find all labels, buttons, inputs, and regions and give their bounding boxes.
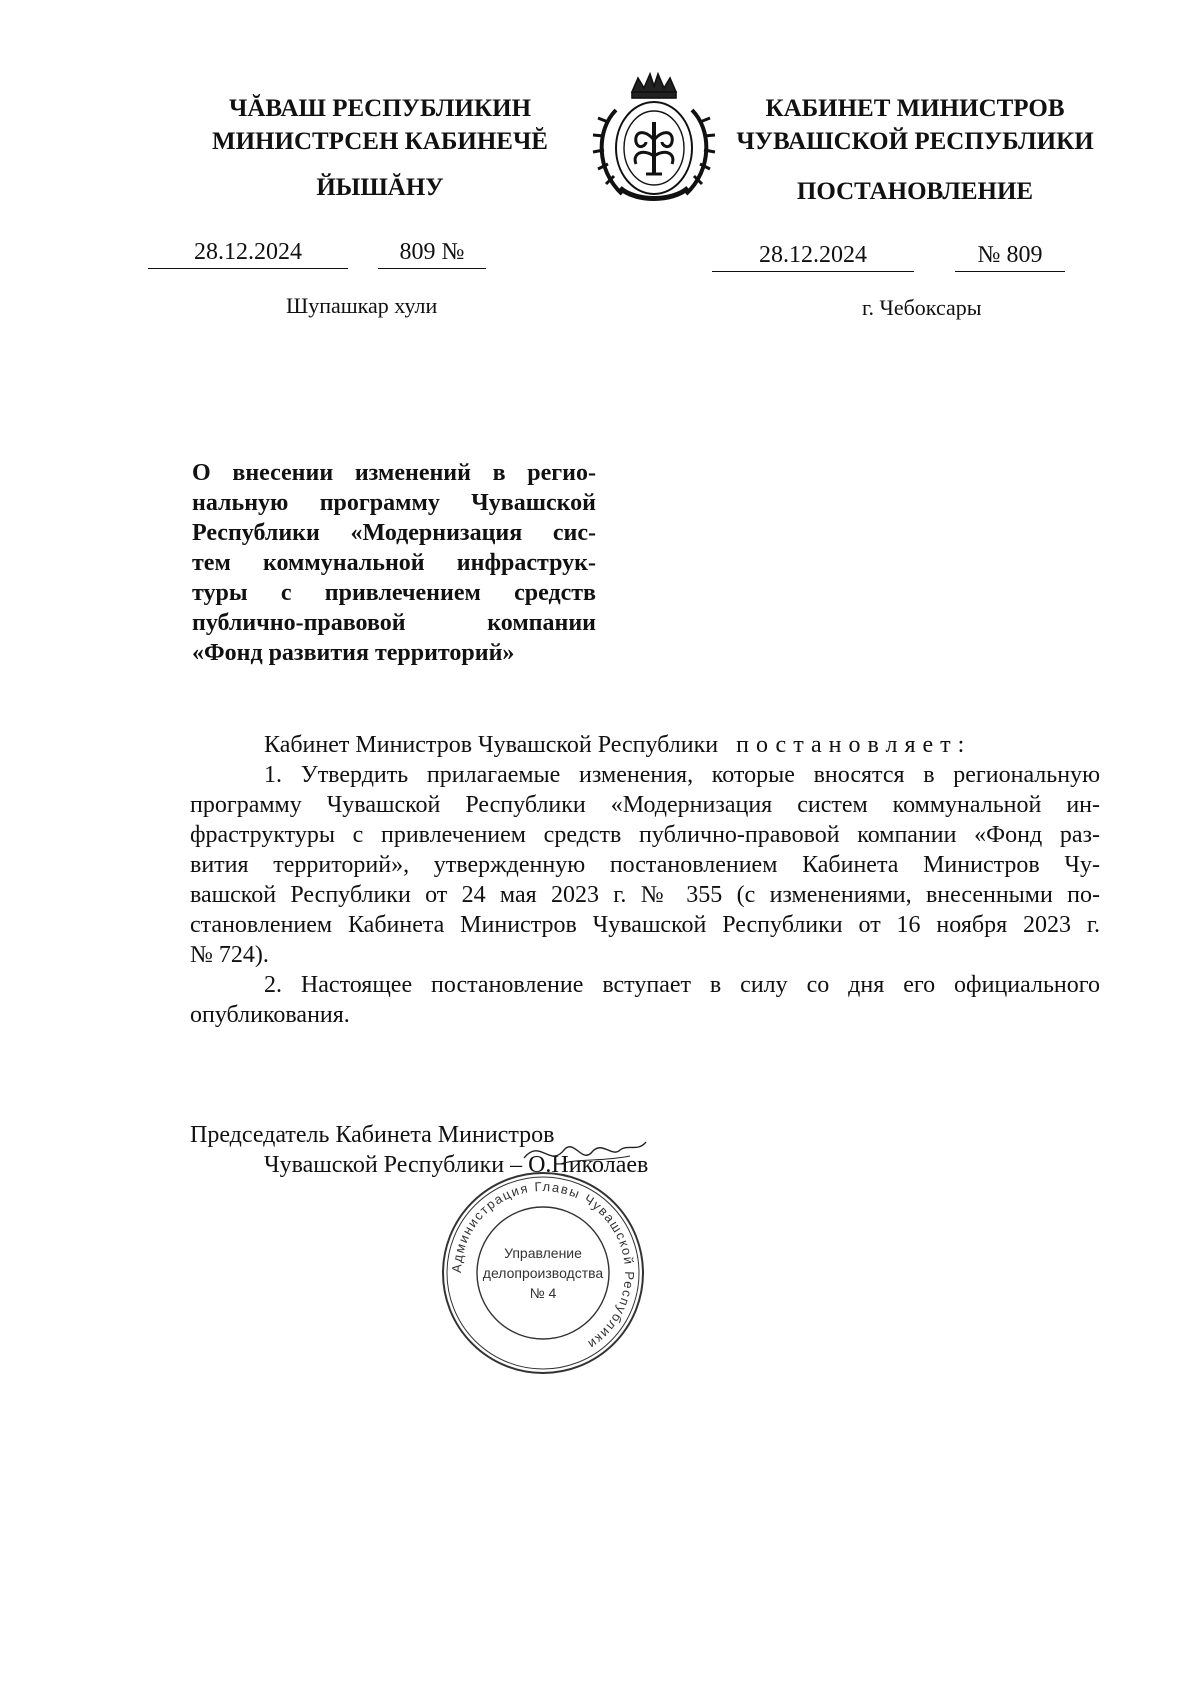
signature-dash: – [510,1152,523,1178]
subject-line: тем коммунальной инфраструк- [192,550,596,576]
stamp-inner-line1: Управление [504,1245,582,1261]
right-number-field: № 809 [955,241,1065,272]
stamp-outer-text: Администрация Главы Чувашской Республики [448,1178,638,1353]
document-body [190,730,1100,1030]
item-1-line: программу Чувашской Республики «Модернизация систем коммунальной ин- [190,792,1100,818]
subject-line: публично-правовой компании [192,610,596,636]
signature-org: Чувашской Республики [264,1152,505,1178]
item-1-line: вашской Республики от 24 мая 2023 г. № 355 (с изменениями, внесенными по- [190,882,1100,908]
item-1-line: фраструктуры с привлечением средств публично-правовой компании «Фонд раз- [190,822,1100,848]
left-number-field: 809 № [378,238,486,269]
header-left-authority [175,92,585,158]
signature-name: О.Николаев [528,1152,649,1178]
stamp-inner-line2: делопроизводства [482,1265,604,1281]
header-left-doc-kind: ЙЫШĂНУ [316,174,444,201]
stamp-inner-line3: № 4 [529,1285,557,1301]
item-2-line: 2. Настоящее постановление вступает в силу со дня его официального [264,972,1100,998]
header-left-line1: ЧĂВАШ РЕСПУБЛИКИН [228,95,532,122]
signature-title: Председатель Кабинета Министров [190,1122,555,1148]
left-date-field: 28.12.2024 [148,238,348,269]
right-date-field: 28.12.2024 [712,241,914,272]
preamble-lead: Кабинет Министров Чувашской Республики [264,732,719,758]
document-subject [192,458,596,668]
item-1 [190,760,1100,970]
subject-line: нальную программу Чувашской [192,490,596,516]
header-right-authority [720,92,1110,158]
header-right-line2: ЧУВАШСКОЙ РЕСПУБЛИКИ [736,128,1094,155]
official-stamp [436,1166,650,1380]
left-place: Шупашкар хули [286,293,438,318]
subject-line: О внесении изменений в регио- [192,460,596,486]
header-left-line2: МИНИСТРСЕН КАБИНЕЧĔ [212,128,548,155]
right-place: г. Чебоксары [862,295,982,320]
preamble-verb: постановляет: [736,732,972,758]
item-2-line: опубликования. [190,1002,350,1028]
item-1-line: 1. Утвердить прилагаемые изменения, которые вносятся в региональную [264,762,1100,788]
header-right-doc-kind: ПОСТАНОВЛЕНИЕ [796,178,1034,205]
chuvash-coat-of-arms-icon [586,70,722,210]
item-1-line: становлением Кабинета Министров Чувашской Республики от 16 ноября 2023 г. [190,912,1100,938]
item-2 [190,970,1100,1030]
preamble [190,730,1100,760]
subject-line: «Фонд развития территорий» [192,640,515,666]
item-1-line: вития территорий», утвержденную постановлением Кабинета Министров Чу- [190,852,1100,878]
subject-line: Республики «Модернизация сис- [192,520,596,546]
subject-line: туры с привлечением средств [192,580,596,606]
header-right-line1: КАБИНЕТ МИНИСТРОВ [765,95,1065,122]
item-1-line: № 724). [190,942,269,968]
